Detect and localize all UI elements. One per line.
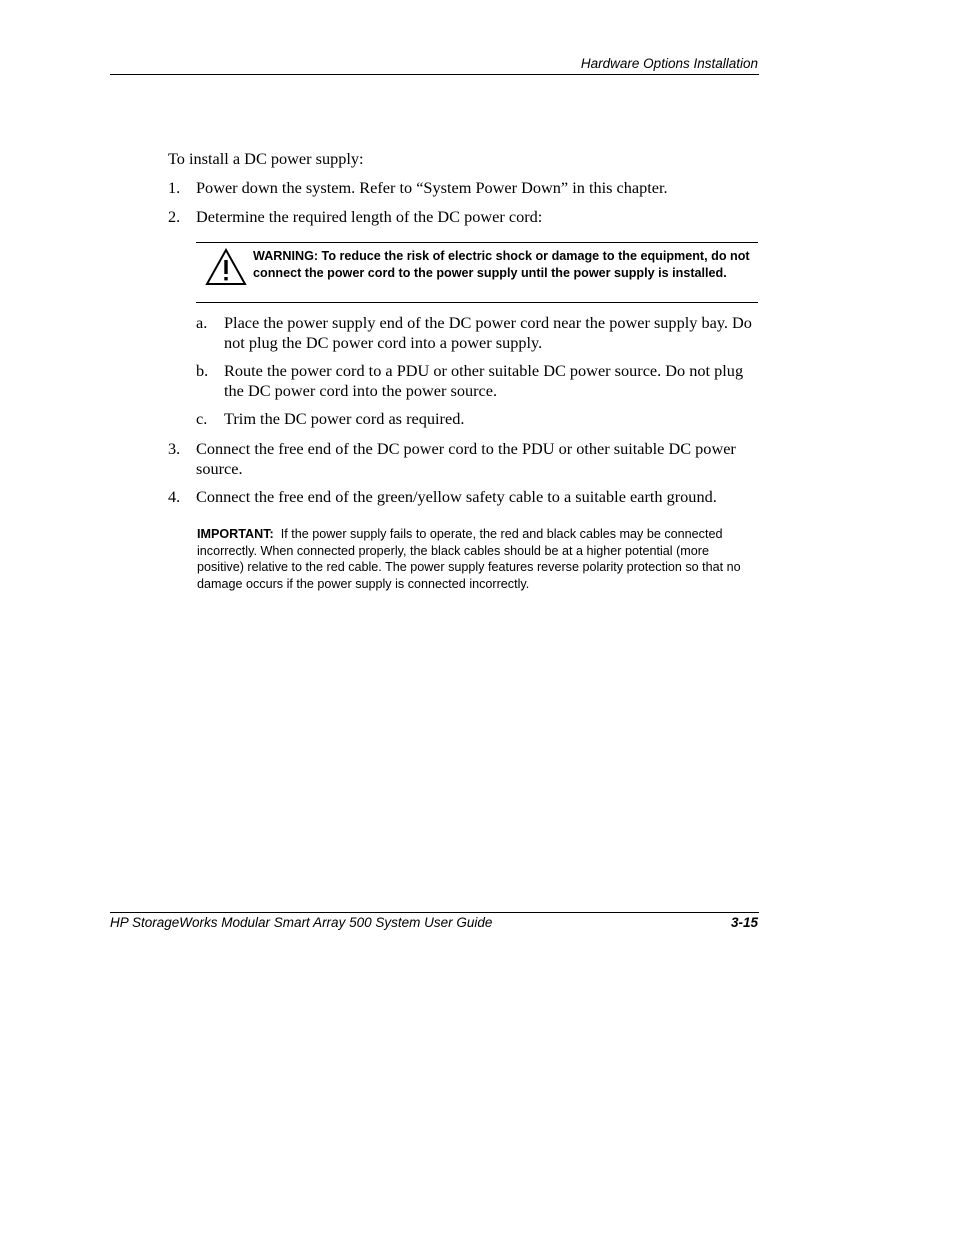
substep-text: Place the power supply end of the DC power cord near the power supply bay. Do not plug the DC power cord into a power supply.	[224, 313, 752, 352]
step-text: Connect the free end of the DC power cord to the PDU or other suitable DC power source.	[196, 439, 736, 478]
warning-triangle-icon	[205, 248, 247, 286]
step-number: 1.	[168, 178, 181, 197]
step-text: Determine the required length of the DC power cord:	[196, 207, 543, 226]
important-text: If the power supply fails to operate, the red and black cables may be connected incorrectly. When connected properly, the black cables should be at a higher potential (more positive) relative to the red cable. The power supply features reverse polarity protection so that no damage occurs if the power supply is connected incorrectly.	[197, 527, 741, 591]
step-number: 2.	[168, 207, 181, 226]
step-2	[168, 207, 760, 227]
running-header: Hardware Options Installation	[580, 56, 758, 71]
substep-text: Route the power cord to a PDU or other suitable DC power source. Do not plug the DC power cord into the power source.	[224, 361, 744, 400]
intro-text: To install a DC power supply:	[168, 149, 364, 168]
warning-rule-top	[196, 242, 758, 243]
substep-letter: c.	[196, 409, 208, 428]
page-number: 3-15	[730, 915, 758, 930]
substep-a	[196, 313, 760, 352]
step-4	[168, 487, 760, 507]
warning-rule-bottom	[196, 302, 758, 303]
header-rule	[110, 74, 759, 75]
footer-guide-title: HP StorageWorks Modular Smart Array 500 System User Guide	[110, 915, 493, 930]
important-note	[197, 526, 759, 592]
footer-rule	[110, 912, 759, 913]
step-3	[168, 439, 760, 478]
step-1	[168, 178, 760, 198]
substep-c	[196, 409, 760, 429]
substep-letter: a.	[196, 313, 208, 332]
step-text: Power down the system. Refer to “System Power Down” in this chapter.	[196, 178, 668, 197]
substep-b	[196, 361, 760, 400]
important-label: IMPORTANT:	[197, 527, 274, 541]
substep-text: Trim the DC power cord as required.	[224, 409, 465, 428]
substep-letter: b.	[196, 361, 209, 380]
warning-text: WARNING: To reduce the risk of electric shock or damage to the equipment, do not connect the power cord to the power supply until the power supply is installed.	[253, 249, 750, 280]
step-text: Connect the free end of the green/yellow safety cable to a suitable earth ground.	[196, 487, 717, 506]
step-number: 3.	[168, 439, 181, 458]
step-number: 4.	[168, 487, 181, 506]
